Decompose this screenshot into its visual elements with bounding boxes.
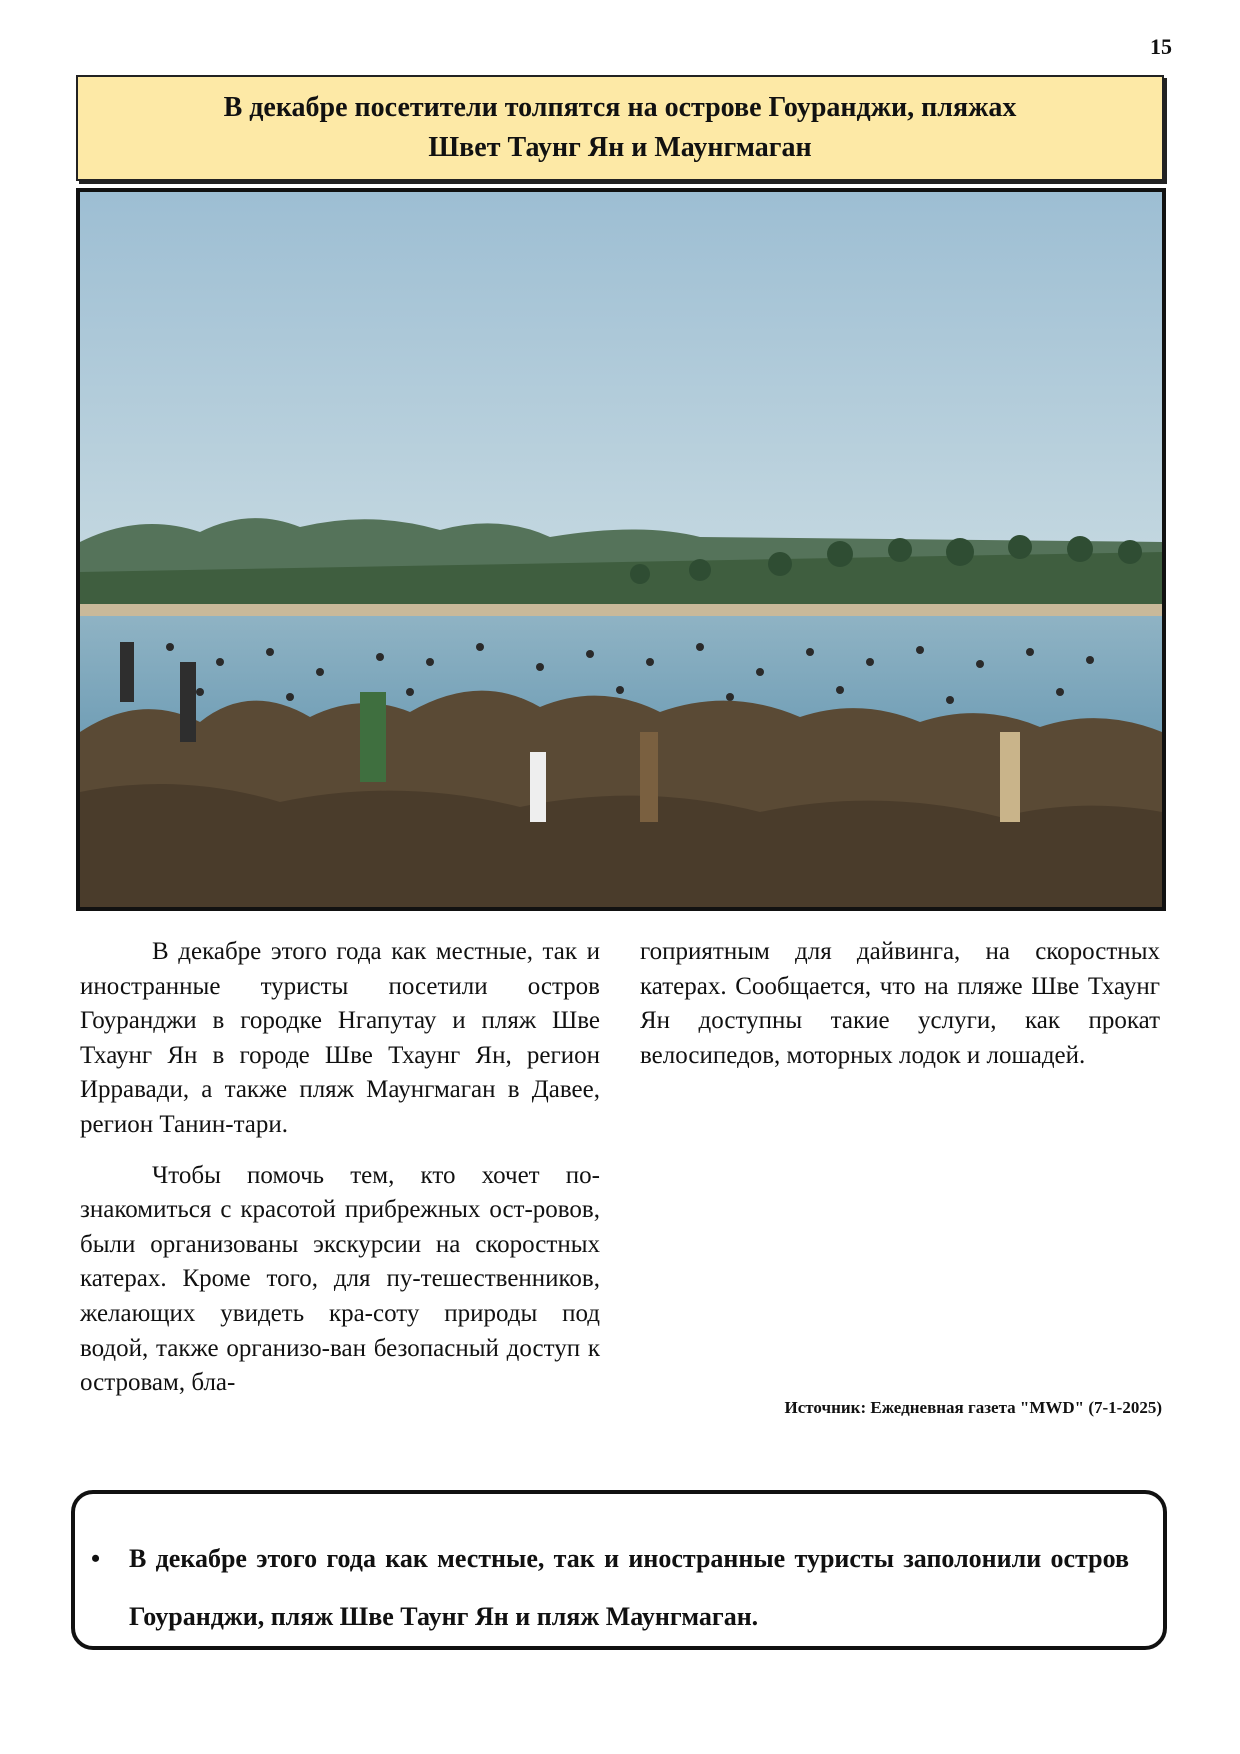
summary-text: В декабре этого года как местные, так и иностранные туристы заполонили остров Гоуранджи, пляж Шве Таунг Ян и пляж Маунгмаган. [129,1544,1129,1631]
beach-crowd-photo [80,192,1162,907]
article-column-left [80,935,600,1417]
article-photo [76,188,1166,911]
article-title-box [76,75,1164,181]
article-title-line-2: Швет Таунг Ян и Маунгмаган [428,132,812,163]
page-number: 15 [1150,34,1172,59]
article-title-line-1: В декабре посетители толпятся на острове Гоуранджи, пляжах [223,92,1017,123]
bullet-icon: • [91,1544,101,1573]
article-paragraph-2: Чтобы помочь тем, кто хочет по-знакомиться с красотой прибрежных ост-ровов, были организованы экскурсии на скоростных катерах. Кроме того, для пу-тешественников, желающих увидеть кра-соту природы под водой, также организо-ван безопасный доступ к островам, бла- [80,1161,600,1397]
article-paragraph-1: В декабре этого года как местные, так и иностранные туристы посетили остров Гоуранджи в городке Нгапутау и пляж Шве Тхаунг Ян в городе Шве Тхаунг Ян, регион Ирравади, а также пляж Маунгмаган в Давее, регион Танин-тари. [80,938,600,1138]
article-column-right [640,935,1160,1089]
sand-strip [80,604,1162,618]
article-paragraph-3: гоприятным для дайвинга, на скоростных катерах. Сообщается, что на пляже Шве Тхаунг Ян доступны такие услуги, как прокат велосипедов, моторных лодок и лошадей. [640,938,1160,1069]
summary-box [71,1490,1167,1650]
source-citation: Источник: Ежедневная газета "MWD" (7-1-2025) [784,1398,1162,1417]
summary-item [91,1530,1129,1646]
